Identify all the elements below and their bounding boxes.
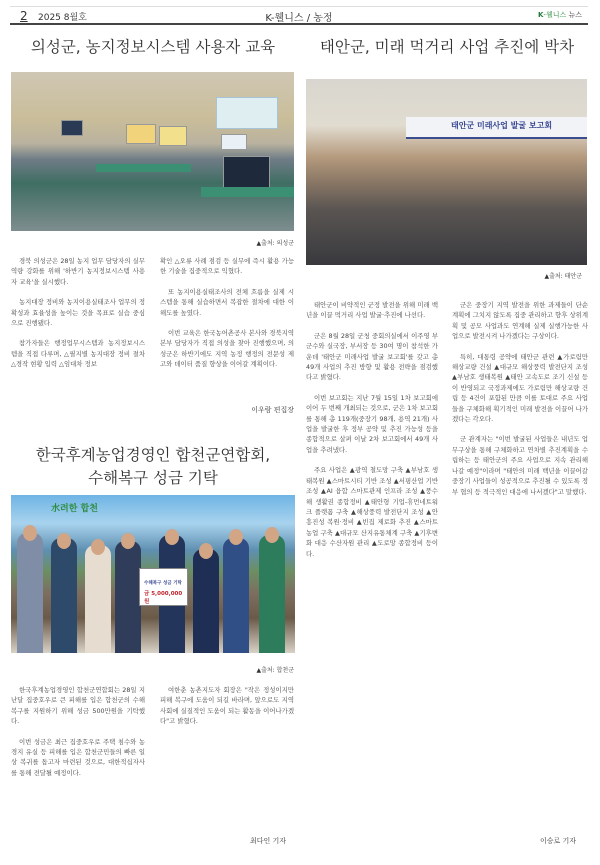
meeting-banner xyxy=(406,117,587,139)
person-head xyxy=(91,539,105,555)
person xyxy=(223,538,249,653)
monitor xyxy=(61,120,83,136)
article-column-taean-2 xyxy=(452,300,588,507)
header-top-rule xyxy=(10,6,588,7)
article-column-taean-1 xyxy=(306,300,438,569)
banner-text: 태안군 미래사업 발굴 보고회 xyxy=(451,121,553,130)
brand-name: -웰니스 xyxy=(543,11,567,19)
article-column-hapcheon-2 xyxy=(160,685,294,737)
article-headline-uiseong: 의성군, 농지정보시스템 사용자 교육 xyxy=(30,38,276,56)
paragraph: 특히, 대통령 공약에 태안군 관련 ▲가로림만 해상교량 건설 ▲대규모 해상풍력 발전단지 조성 ▲부남호 생태복원 ▲태안 고속도로 조기 신설 등이 반영되고 국정과제에도 가로림만 해상교량 건립 등 4건이 포함된 만큼 이를 토대로 주요 사업들을 구체화해 획기적인 미래 발전을 이끌어 나가겠다는 각오다. xyxy=(452,352,588,424)
desk xyxy=(201,187,294,197)
board-amount: 금 5,000,000 원 xyxy=(144,591,183,605)
monitor xyxy=(221,134,247,150)
paragraph: 주요 사업은 ▲광역 철도망 구축 ▲부남호 생태복원 ▲스마트시티 기반 조성 ▲서핑산업 기반 조성 ▲AI 융합 스마트관제 인프라 조성 ▲풍수해 생활권 종합정비 ▲태안형 기업-휴먼네트워크 플랫폼 구축 ▲해상풍력 발전단지 조성 ▲안흥진성 복원·정비 ▲빈집 제로화 추진 ▲스마트 농업 구축 ▲대규모 산지유통체계 구축 ▲기후변화 대응 수산자원 관리 ▲도로망 종합정비 등이다. xyxy=(306,466,438,558)
paragraph: 한국후계농업경영인 합천군연합회는 28일 지난달 집중호우로 큰 피해를 입은 합천군의 수해복구를 지원하기 위해 성금 500만원을 기탁했다. xyxy=(11,686,145,726)
person xyxy=(115,541,141,653)
paragraph: 또 농지이용실태조사의 전체 흐름을 실제 시스템을 통해 실습하면서 복잡한 절차에 대한 이해도를 높였다. xyxy=(160,287,294,317)
monitor xyxy=(223,156,270,188)
person-head xyxy=(23,525,37,541)
paragraph: 확인 △오류 사례 점검 등 실무에 즉시 활용 가능한 기술을 집중적으로 익혔다. xyxy=(160,257,294,276)
paragraph: 군은 중장기 지역 발전을 위한 과제들이 단순 계획에 그치지 않도록 집중 관리하고 향후 상위계획 및 공모 사업과도 연계해 실제 실행가능한 사업으로 발전시켜 나가겠다는 구상이다. xyxy=(452,301,588,341)
headline-line: 한국후계농업경영인 합천군연합회, xyxy=(35,446,271,464)
article-headline-taean: 태안군, 미래 먹거리 사업 추진에 박차 xyxy=(319,38,575,56)
header-divider xyxy=(10,23,588,25)
paragraph: 태안군이 비약적인 군정 발전을 위해 미래 백년을 이끌 먹거리 사업 발굴·추진에 나선다. xyxy=(306,301,438,320)
projector-screen xyxy=(216,97,278,129)
photo-uiseong-training xyxy=(11,72,294,231)
paragraph: 이번 교육은 한국농어촌공사 본사와 경북지역본부 담당자가 직접 의성을 찾아 진행했으며, 의성군은 하반기에도 지역 농정 행정의 전문성 제고와 데이터 품질 향상을 이어갈 계획이다. xyxy=(160,329,294,369)
person-head xyxy=(57,533,71,549)
brand-suffix: 뉴스 xyxy=(568,11,582,19)
paragraph: 농지대장 정비와 농지이용실태조사 업무의 정확성과 효율성을 높이는 것을 목표로 실습 중심으로 진행됐다. xyxy=(11,298,145,328)
person-head xyxy=(121,533,135,549)
brand-k-icon: K xyxy=(537,11,544,19)
paragraph: 군 관계자는 "이번 발굴된 사업들은 내년도 업무구상을 통해 구체화하고 연차별 추진계획을 수립하는 등 태안군의 주요 사업으로 지속 관리해 나갈 예정"이라며 "태안의 미래 백년을 이끌어갈 중장기 사업들이 성공적으로 추진될 수 있도록 정부 협의 등 적극적인 대응에 나서겠다"고 말했다. xyxy=(452,435,588,496)
photo-credit-taean: ▲출처: 태안군 xyxy=(544,273,582,280)
paragraph: 경북 의성군은 28일 농지 업무 담당자의 실무 역량 강화를 위해 '하반기 농지정보시스템 사용자 교육'을 실시했다. xyxy=(11,257,145,286)
photo-hapcheon-donation xyxy=(11,495,295,653)
paragraph: 이번 보고회는 지난 7월 15일 1차 보고회에 이어 두 번째 개최되는 것으로, 군은 1차 보고회를 통해 총 119개(중장기 98개, 용역 21개) 사업을 발굴한 후 정부 공약 및 추진 가능성 등을 종합적으로 살펴 이날 2차 보고회에서 49개 사업을 추려냈다. xyxy=(306,393,438,454)
article-column-hapcheon-1 xyxy=(11,685,145,788)
person xyxy=(259,535,285,653)
photo-credit-hapcheon: ▲출처: 합천군 xyxy=(256,667,294,674)
person-head xyxy=(265,527,279,543)
paragraph: 여한춘 농촌지도자 회장은 "작은 정성이지만 피해 복구에 도움이 되길 바라며, 앞으로도 지역사회에 실질적인 도움이 되는 활동을 이어나가겠다"고 밝혔다. xyxy=(160,686,294,726)
photo-credit-uiseong: ▲출처: 의성군 xyxy=(256,240,294,247)
person-head xyxy=(165,529,179,545)
person xyxy=(193,549,219,653)
person xyxy=(85,545,111,653)
byline-uiseong: 이우람 편집장 xyxy=(251,406,294,414)
article-column-uiseong-2 xyxy=(160,256,294,380)
donation-board xyxy=(139,568,188,606)
paragraph: 이번 성금은 최근 집중호우로 주택 침수와 농경지 유실 등 피해를 입은 합천군민들의 빠른 일상 복귀를 돕고자 마련된 것으로, 대한적십자사를 통해 전달될 예정이다. xyxy=(11,737,145,777)
article-column-uiseong-1 xyxy=(11,256,145,380)
monitor xyxy=(159,126,187,146)
desk xyxy=(96,164,191,172)
issue-date: 2025 8월호 xyxy=(38,13,87,23)
page-header xyxy=(10,6,588,24)
byline-taean: 이승로 기자 xyxy=(539,837,576,845)
monitor xyxy=(126,124,156,144)
article-headline-hapcheon xyxy=(11,444,295,490)
page-number: 2 xyxy=(20,9,28,23)
byline-hapcheon: 최다인 기자 xyxy=(249,837,286,845)
photo-taean-meeting xyxy=(306,79,587,265)
section-title: K-웰니스 / 농정 xyxy=(265,13,333,24)
paragraph: 참가자들은 행정업무시스템과 농지정보시스템을 직접 다루며, △필지별 농지대장 정비 절차 △경작 현황 입력 △임대차 정보 xyxy=(11,339,145,369)
brand-logo xyxy=(538,10,582,20)
person xyxy=(51,538,77,653)
paragraph: 군은 8월 28일 군청 중회의실에서 이주영 부군수와 실국장, 부서장 등 30여 명이 참석한 가운데 '태안군 미래사업 발굴 보고회'를 갖고 총 49개 사업의 추진 방향 및 활용 전략을 점검했다고 밝혔다. xyxy=(306,331,438,382)
board-title: 수해복구 성금 기탁 xyxy=(144,581,182,586)
person xyxy=(17,533,43,653)
person-head xyxy=(229,529,243,545)
hapcheon-logo: 水려한 합천 xyxy=(51,504,98,514)
headline-line: 수해복구 성금 기탁 xyxy=(88,469,218,487)
person-head xyxy=(199,543,213,559)
